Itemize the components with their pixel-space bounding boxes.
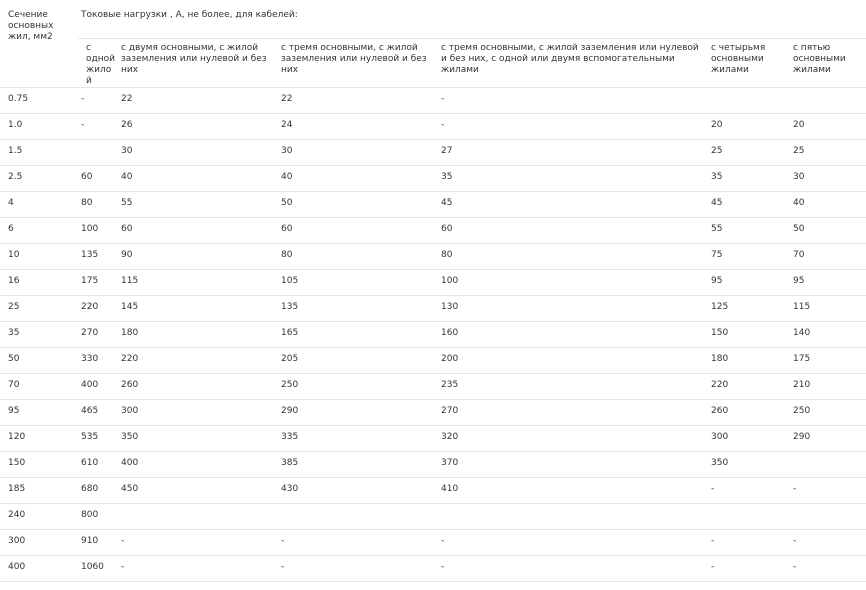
current-value-cell: 24 (278, 114, 438, 140)
current-value-cell: 60 (278, 218, 438, 244)
current-value-cell: 115 (118, 270, 278, 296)
current-value-cell: 30 (118, 140, 278, 166)
cross-section-cell: 300 (0, 530, 78, 556)
current-value-cell: 95 (790, 270, 866, 296)
current-value-cell: 235 (438, 374, 708, 400)
current-value-cell: 45 (708, 192, 790, 218)
current-value-cell: 250 (278, 374, 438, 400)
cross-section-cell: 70 (0, 374, 78, 400)
current-value-cell (78, 140, 118, 166)
current-value-cell: 40 (278, 166, 438, 192)
current-value-cell: 330 (78, 348, 118, 374)
table-row (0, 348, 866, 374)
current-value-cell: 165 (278, 322, 438, 348)
current-value-cell: 300 (118, 400, 278, 426)
cross-section-cell: 185 (0, 478, 78, 504)
current-value-cell (438, 504, 708, 530)
table-row (0, 556, 866, 582)
cross-section-cell: 2.5 (0, 166, 78, 192)
current-value-cell: 220 (708, 374, 790, 400)
current-value-cell: 20 (708, 114, 790, 140)
current-value-cell: 55 (118, 192, 278, 218)
table-row (0, 400, 866, 426)
current-value-cell: 350 (118, 426, 278, 452)
current-value-cell: 680 (78, 478, 118, 504)
column-header-four-core: с четырьмя основными жилами (708, 39, 790, 88)
current-value-cell: 370 (438, 452, 708, 478)
cross-section-header: Сечение основных жил, мм2 (0, 0, 78, 88)
current-value-cell: 125 (708, 296, 790, 322)
current-value-cell: 80 (78, 192, 118, 218)
current-value-cell: 145 (118, 296, 278, 322)
current-value-cell: - (78, 88, 118, 114)
current-value-cell: 430 (278, 478, 438, 504)
column-header-three-core-auxiliary: с тремя основными, с жилой заземления или нулевой и без них, с одной или двумя вспомогательными жилами (438, 39, 708, 88)
table-row (0, 218, 866, 244)
cross-section-cell: 50 (0, 348, 78, 374)
cross-section-cell: 400 (0, 556, 78, 582)
current-value-cell: 20 (790, 114, 866, 140)
column-header-five-core: с пятью основными жилами (790, 39, 866, 88)
current-value-cell: 105 (278, 270, 438, 296)
table-row (0, 88, 866, 114)
current-value-cell: 320 (438, 426, 708, 452)
current-value-cell: 175 (78, 270, 118, 296)
cross-section-cell: 10 (0, 244, 78, 270)
current-value-cell: 350 (708, 452, 790, 478)
current-value-cell: 100 (438, 270, 708, 296)
current-value-cell: 260 (708, 400, 790, 426)
cross-section-cell: 1.0 (0, 114, 78, 140)
current-value-cell: 610 (78, 452, 118, 478)
current-value-cell: 385 (278, 452, 438, 478)
table-row (0, 504, 866, 530)
current-value-cell: 220 (118, 348, 278, 374)
current-value-cell: - (278, 556, 438, 582)
current-value-cell: 30 (278, 140, 438, 166)
cross-section-cell: 25 (0, 296, 78, 322)
table-row (0, 478, 866, 504)
current-value-cell (790, 504, 866, 530)
column-header-two-core: с двумя основными, с жилой заземления или нулевой и без них (118, 39, 278, 88)
current-value-cell: 60 (118, 218, 278, 244)
current-value-cell: 220 (78, 296, 118, 322)
current-value-cell: - (278, 530, 438, 556)
current-value-cell: - (708, 478, 790, 504)
current-value-cell: 130 (438, 296, 708, 322)
current-value-cell: 1060 (78, 556, 118, 582)
current-value-cell: - (438, 114, 708, 140)
current-value-cell: 135 (78, 244, 118, 270)
current-value-cell: - (438, 556, 708, 582)
column-header-three-core: с тремя основными, с жилой заземления или нулевой и без них (278, 39, 438, 88)
table-row (0, 530, 866, 556)
current-value-cell: 22 (278, 88, 438, 114)
current-value-cell: 180 (118, 322, 278, 348)
cross-section-cell: 1.5 (0, 140, 78, 166)
current-value-cell: 200 (438, 348, 708, 374)
cross-section-cell: 16 (0, 270, 78, 296)
table-row (0, 374, 866, 400)
current-value-cell: - (708, 556, 790, 582)
table-row (0, 114, 866, 140)
current-value-cell: - (438, 88, 708, 114)
cross-section-cell: 35 (0, 322, 78, 348)
current-value-cell: 140 (790, 322, 866, 348)
cross-section-cell: 0.75 (0, 88, 78, 114)
current-value-cell: 300 (708, 426, 790, 452)
column-header-single-core: с одной жилой (78, 39, 118, 88)
current-value-cell: 60 (438, 218, 708, 244)
current-value-cell: 290 (790, 426, 866, 452)
table-row (0, 244, 866, 270)
current-value-cell: 35 (708, 166, 790, 192)
cross-section-cell: 6 (0, 218, 78, 244)
current-value-cell: - (438, 530, 708, 556)
current-value-cell (278, 504, 438, 530)
current-value-cell (708, 504, 790, 530)
current-value-cell: 210 (790, 374, 866, 400)
current-value-cell: - (790, 556, 866, 582)
current-value-cell: 400 (78, 374, 118, 400)
current-value-cell: 175 (790, 348, 866, 374)
table-row (0, 426, 866, 452)
cross-section-cell: 240 (0, 504, 78, 530)
header-row-columns (0, 39, 866, 88)
current-value-cell: 26 (118, 114, 278, 140)
table-row (0, 140, 866, 166)
current-value-cell: 30 (790, 166, 866, 192)
current-value-cell: 270 (78, 322, 118, 348)
current-value-cell (790, 88, 866, 114)
current-value-cell: 250 (790, 400, 866, 426)
current-value-cell: 410 (438, 478, 708, 504)
current-value-cell: - (708, 530, 790, 556)
current-value-cell (118, 504, 278, 530)
current-value-cell: 180 (708, 348, 790, 374)
current-value-cell: 270 (438, 400, 708, 426)
current-value-cell: 80 (278, 244, 438, 270)
current-value-cell: 50 (278, 192, 438, 218)
current-value-cell: 27 (438, 140, 708, 166)
current-value-cell: 45 (438, 192, 708, 218)
current-value-cell: 910 (78, 530, 118, 556)
current-value-cell: 90 (118, 244, 278, 270)
table-row (0, 296, 866, 322)
current-value-cell: 60 (78, 166, 118, 192)
table-row (0, 322, 866, 348)
current-value-cell: 205 (278, 348, 438, 374)
table-row (0, 452, 866, 478)
current-value-cell (708, 88, 790, 114)
current-value-cell: 95 (708, 270, 790, 296)
current-loads-group-header: Токовые нагрузки , А, не более, для кабелей: (78, 0, 866, 39)
current-value-cell: 135 (278, 296, 438, 322)
current-value-cell: 40 (790, 192, 866, 218)
current-value-cell: 450 (118, 478, 278, 504)
current-value-cell: - (118, 556, 278, 582)
current-value-cell: 800 (78, 504, 118, 530)
current-value-cell: 260 (118, 374, 278, 400)
current-value-cell: 465 (78, 400, 118, 426)
table-row (0, 192, 866, 218)
current-value-cell: 75 (708, 244, 790, 270)
cross-section-cell: 4 (0, 192, 78, 218)
cross-section-cell: 120 (0, 426, 78, 452)
current-value-cell: 535 (78, 426, 118, 452)
current-value-cell: 35 (438, 166, 708, 192)
current-value-cell: 160 (438, 322, 708, 348)
current-value-cell: - (790, 530, 866, 556)
current-value-cell: 115 (790, 296, 866, 322)
current-value-cell (790, 452, 866, 478)
current-value-cell: 100 (78, 218, 118, 244)
current-value-cell: 25 (708, 140, 790, 166)
cross-section-cell: 95 (0, 400, 78, 426)
current-value-cell: 335 (278, 426, 438, 452)
current-value-cell: 70 (790, 244, 866, 270)
table-row (0, 166, 866, 192)
current-value-cell: 150 (708, 322, 790, 348)
current-value-cell: 80 (438, 244, 708, 270)
current-value-cell: 25 (790, 140, 866, 166)
current-value-cell: 22 (118, 88, 278, 114)
current-value-cell: 40 (118, 166, 278, 192)
current-value-cell: 400 (118, 452, 278, 478)
cross-section-cell: 150 (0, 452, 78, 478)
current-value-cell: 50 (790, 218, 866, 244)
current-value-cell: - (118, 530, 278, 556)
current-value-cell: 55 (708, 218, 790, 244)
current-value-cell: - (78, 114, 118, 140)
current-value-cell: - (790, 478, 866, 504)
current-value-cell: 290 (278, 400, 438, 426)
table-row (0, 270, 866, 296)
header-row-group (0, 0, 866, 39)
